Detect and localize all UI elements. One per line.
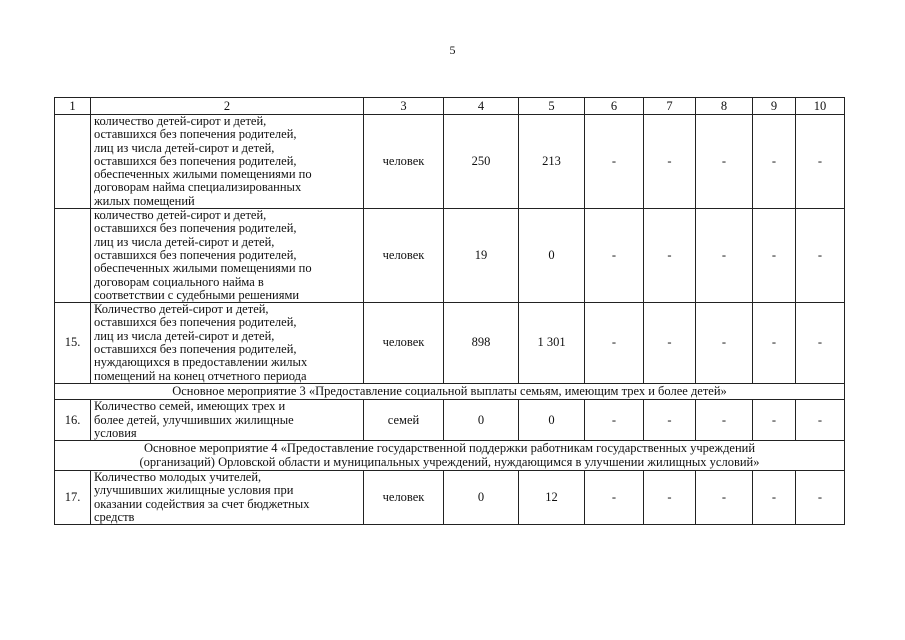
- description-line: Количество детей-сирот и детей,: [94, 302, 269, 317]
- description-line: обеспеченных жилыми помещениями по: [94, 167, 312, 182]
- value-col4: 250: [444, 115, 519, 209]
- description-line: количество детей-сирот и детей,: [94, 208, 267, 223]
- value-col8: -: [696, 400, 753, 441]
- table-row: [55, 471, 845, 525]
- value-col10: -: [796, 209, 845, 303]
- description-line: оставшихся без попечения родителей,: [94, 342, 297, 357]
- value-col7: -: [644, 303, 696, 384]
- description-line: Количество молодых учителей,: [94, 470, 262, 485]
- description-line: средств: [94, 509, 135, 524]
- section-title-line: Основное мероприятие 4 «Предоставление государственной поддержки работникам государственных учреждений: [143, 441, 756, 456]
- value-col10: -: [796, 400, 845, 441]
- value-col8: -: [696, 303, 753, 384]
- value-col6: -: [585, 400, 644, 441]
- description-line: количество детей-сирот и детей,: [94, 114, 267, 128]
- section-title: [55, 383, 845, 399]
- description-line: жилых помещений: [94, 193, 195, 208]
- header-cell: 4: [444, 98, 519, 115]
- section-title: [55, 441, 845, 471]
- value-col7: -: [644, 115, 696, 209]
- unit-cell: человек: [364, 209, 444, 303]
- indicator-description: [91, 115, 364, 209]
- description-line: оказании содействия за счет бюджетных: [94, 496, 310, 511]
- unit-cell: семей: [364, 400, 444, 441]
- row-number-cell: [55, 209, 91, 303]
- table-row: [55, 115, 845, 209]
- value-col9: -: [753, 303, 796, 384]
- value-col6: -: [585, 303, 644, 384]
- value-col7: -: [644, 471, 696, 525]
- value-col4: 0: [444, 400, 519, 441]
- description-line: улучшивших жилищные условия при: [94, 483, 294, 498]
- description-line: договорам найма специализированных: [94, 180, 302, 195]
- description-line: Количество семей, имеющих трех и: [94, 399, 286, 414]
- value-col9: -: [753, 400, 796, 441]
- table-row: [55, 400, 845, 441]
- value-col10: -: [796, 303, 845, 384]
- description-line: оставшихся без попечения родителей,: [94, 315, 297, 330]
- value-col6: -: [585, 115, 644, 209]
- value-col5: 213: [519, 115, 585, 209]
- value-col4: 0: [444, 471, 519, 525]
- header-cell: 8: [696, 98, 753, 115]
- value-col8: -: [696, 115, 753, 209]
- section-title-text: Основное мероприятие 3 «Предоставление социальной выплаты семьям, имеющим трех и более детей»: [172, 383, 727, 398]
- value-col4: 898: [444, 303, 519, 384]
- row-number-cell: 15.: [55, 303, 91, 384]
- header-cell: 7: [644, 98, 696, 115]
- section-row: [55, 383, 845, 399]
- value-col7: -: [644, 209, 696, 303]
- unit-cell: человек: [364, 115, 444, 209]
- description-line: нуждающихся в предоставлении жилых: [94, 355, 308, 370]
- indicator-description: [91, 400, 364, 441]
- header-cell: 6: [585, 98, 644, 115]
- value-col7: -: [644, 400, 696, 441]
- table-row: [55, 209, 845, 303]
- indicator-description: [91, 209, 364, 303]
- value-col8: -: [696, 209, 753, 303]
- description-line: договорам социального найма в: [94, 274, 264, 289]
- unit-cell: человек: [364, 303, 444, 384]
- header-cell: 10: [796, 98, 845, 115]
- description-line: помещений на конец отчетного периода: [94, 368, 307, 383]
- value-col6: -: [585, 471, 644, 525]
- indicator-description: [91, 303, 364, 384]
- row-number-cell: 16.: [55, 400, 91, 441]
- value-col9: -: [753, 115, 796, 209]
- header-cell: 3: [364, 98, 444, 115]
- value-col5: 12: [519, 471, 585, 525]
- value-col9: -: [753, 471, 796, 525]
- description-line: оставшихся без попечения родителей,: [94, 127, 297, 142]
- value-col8: -: [696, 471, 753, 525]
- description-line: оставшихся без попечения родителей,: [94, 247, 297, 262]
- value-col5: 0: [519, 400, 585, 441]
- section-row: [55, 441, 845, 471]
- description-line: условия: [94, 425, 137, 440]
- page-number: 5: [449, 43, 456, 57]
- description-line: оставшихся без попечения родителей,: [94, 221, 297, 236]
- description-line: лиц из числа детей-сирот и детей,: [94, 234, 275, 249]
- header-cell: 5: [519, 98, 585, 115]
- value-col6: -: [585, 209, 644, 303]
- value-col5: 0: [519, 209, 585, 303]
- description-line: соответствии с судебными решениями: [94, 287, 300, 302]
- description-line: оставшихся без попечения родителей,: [94, 153, 297, 168]
- table-header-row: [55, 98, 845, 115]
- header-cell: 9: [753, 98, 796, 115]
- header-cell: 1: [55, 98, 91, 115]
- description-line: лиц из числа детей-сирот и детей,: [94, 328, 275, 343]
- value-col10: -: [796, 115, 845, 209]
- table-body: [55, 98, 845, 525]
- table-row: [55, 303, 845, 384]
- row-number-cell: 17.: [55, 471, 91, 525]
- indicators-table: [54, 97, 845, 525]
- indicator-description: [91, 471, 364, 525]
- header-cell: 2: [91, 98, 364, 115]
- row-number-cell: [55, 115, 91, 209]
- unit-cell: человек: [364, 471, 444, 525]
- value-col10: -: [796, 471, 845, 525]
- value-col4: 19: [444, 209, 519, 303]
- section-title-line: (организаций) Орловской области и муниципальных учреждений, нуждающимся в улучшении жилищных условий»: [139, 454, 760, 469]
- description-line: более детей, улучшивших жилищные: [94, 412, 294, 427]
- description-line: лиц из числа детей-сирот и детей,: [94, 140, 275, 155]
- value-col5: 1 301: [519, 303, 585, 384]
- description-line: обеспеченных жилыми помещениями по: [94, 261, 312, 276]
- value-col9: -: [753, 209, 796, 303]
